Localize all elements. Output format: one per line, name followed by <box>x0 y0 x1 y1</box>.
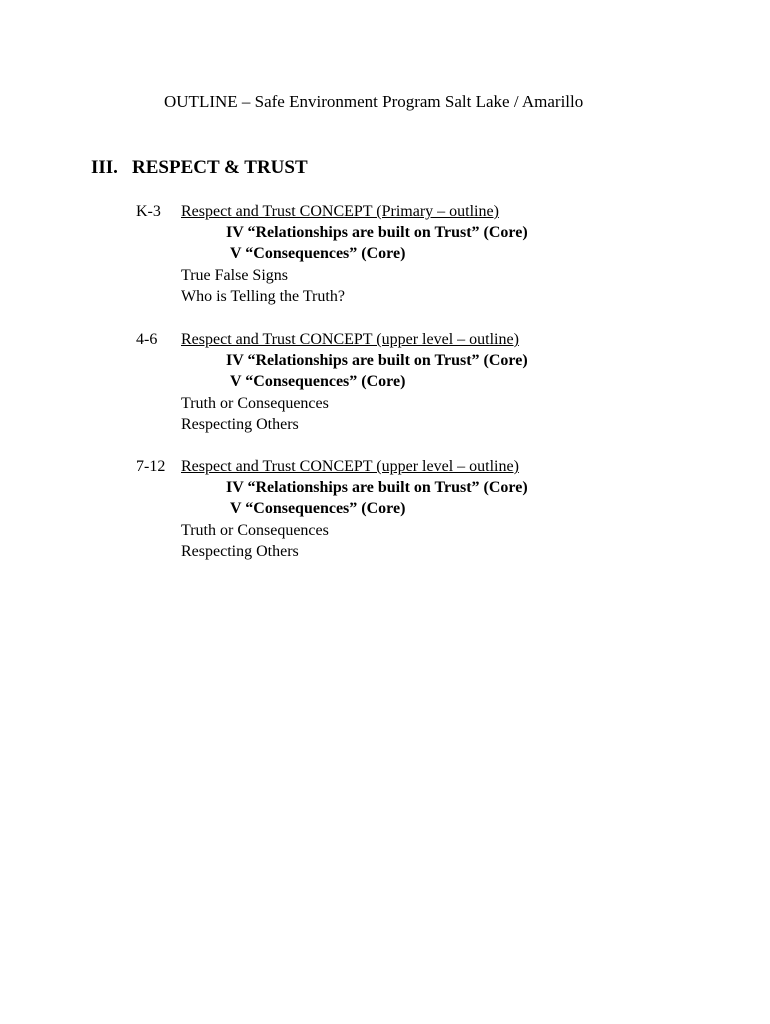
activity-item: Respecting Others <box>181 416 299 433</box>
activity-item: Who is Telling the Truth? <box>181 288 345 305</box>
core-item: V “Consequences” (Core) <box>230 245 406 262</box>
section-number: III. <box>91 157 118 178</box>
concept-link: Respect and Trust CONCEPT (upper level – outline) <box>181 458 519 475</box>
activity-item: Truth or Consequences <box>181 522 329 539</box>
document-title: OUTLINE – Safe Environment Program Salt Lake / Amarillo <box>164 92 584 111</box>
concept-link: Respect and Trust CONCEPT (Primary – outline) <box>181 203 499 220</box>
core-item: V “Consequences” (Core) <box>230 373 406 390</box>
core-item: V “Consequences” (Core) <box>230 500 406 517</box>
concept-link: Respect and Trust CONCEPT (upper level – outline) <box>181 331 519 348</box>
section-title: RESPECT & TRUST <box>132 157 308 178</box>
grade-label: 7-12 <box>136 458 166 475</box>
core-item: IV “Relationships are built on Trust” (Core) <box>226 224 528 241</box>
grade-label: 4-6 <box>136 331 158 348</box>
activity-item: True False Signs <box>181 267 288 284</box>
core-item: IV “Relationships are built on Trust” (Core) <box>226 352 528 369</box>
activity-item: Truth or Consequences <box>181 395 329 412</box>
section-heading <box>91 157 308 179</box>
grade-label: K-3 <box>136 203 161 220</box>
activity-item: Respecting Others <box>181 543 299 560</box>
core-item: IV “Relationships are built on Trust” (Core) <box>226 479 528 496</box>
